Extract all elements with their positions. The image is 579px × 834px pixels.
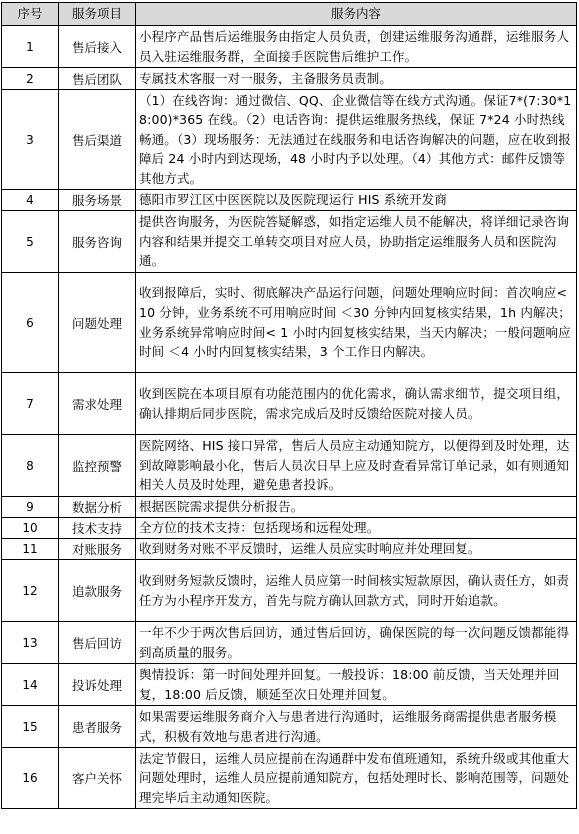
service-item: 数据分析 bbox=[59, 497, 136, 518]
table-row bbox=[2, 90, 577, 190]
service-item: 售后接入 bbox=[59, 26, 136, 68]
row-number: 13 bbox=[2, 622, 59, 664]
table-row bbox=[2, 373, 577, 435]
table-row bbox=[2, 706, 577, 748]
row-number: 5 bbox=[2, 211, 59, 273]
service-content: 小程序产品售后运维服务由指定人员负责，创建运维服务沟通群，运维服务人员入驻运维服务群，全面接手医院售后维护工作。 bbox=[136, 26, 577, 68]
service-content: 医院网络、HIS 接口异常，售后人员应主动通知院方，以便得到及时处理，达到故障影响最小化，售后人员次日早上应及时查看异常订单记录，如有则通知相关人员及时处理，避免患者投诉。 bbox=[136, 435, 577, 497]
service-content: 收到医院在本项目原有功能范围内的优化需求，确认需求细节，提交项目组，确认排期后同步医院，需求完成后及时反馈给医院对接人员。 bbox=[136, 373, 577, 435]
table-header-row bbox=[2, 3, 577, 26]
service-item: 售后团队 bbox=[59, 68, 136, 90]
service-content: 收到报障后，实时、彻底解决产品运行问题，问题处理响应时间：首次响应< 10 分钟，业务系统不可用响应时间 ＜30 分钟内回复核实结果，1h 内解决；业务系统异常响应时间< 1 小时内回复核实结果，当天内解决；一般问题响应时间 ＜4 小时内回复核实结果，3 个工作日内解决。 bbox=[136, 273, 577, 373]
row-number: 4 bbox=[2, 190, 59, 211]
service-content: 专属技术客服一对一服务，主备服务员责制。 bbox=[136, 68, 577, 90]
service-item: 患者服务 bbox=[59, 706, 136, 748]
row-number: 12 bbox=[2, 560, 59, 622]
row-number: 10 bbox=[2, 518, 59, 539]
service-item: 技术支持 bbox=[59, 518, 136, 539]
row-number: 7 bbox=[2, 373, 59, 435]
row-number: 11 bbox=[2, 539, 59, 560]
table-row bbox=[2, 435, 577, 497]
table-row bbox=[2, 560, 577, 622]
service-item: 需求处理 bbox=[59, 373, 136, 435]
table-row bbox=[2, 211, 577, 273]
row-number: 8 bbox=[2, 435, 59, 497]
service-item: 服务咨询 bbox=[59, 211, 136, 273]
row-number: 1 bbox=[2, 26, 59, 68]
service-item: 对账服务 bbox=[59, 539, 136, 560]
service-content: 根据医院需求提供分析报告。 bbox=[136, 497, 577, 518]
service-item: 售后回访 bbox=[59, 622, 136, 664]
header-content: 服务内容 bbox=[136, 3, 577, 26]
row-number: 14 bbox=[2, 664, 59, 706]
table-row bbox=[2, 539, 577, 560]
table-row bbox=[2, 622, 577, 664]
service-content: 法定节假日，运维人员应提前在沟通群中发布值班通知，系统升级或其他重大问题处理时，运维人员应提前通知院方，包括处理时长、影响范围等，问题处理完毕后主动通知医院。 bbox=[136, 748, 577, 809]
service-content: 提供咨询服务，为医院答疑解惑，如指定运维人员不能解决，将详细记录咨询内容和结果并提交工单转交项目对应人员，协助指定运维服务人员和医院沟通。 bbox=[136, 211, 577, 273]
table-row bbox=[2, 497, 577, 518]
row-number: 2 bbox=[2, 68, 59, 90]
service-content: 收到财务短款反馈时，运维人员应第一时间核实短款原因，确认责任方，如责任方为小程序开发方，首先与院方确认回款方式，同时开始追款。 bbox=[136, 560, 577, 622]
service-content: 收到财务对账不平反馈时，运维人员应实时响应并处理回复。 bbox=[136, 539, 577, 560]
service-content: 一年不少于两次售后回访，通过售后回访，确保医院的每一次问题反馈都能得到高质量的服务。 bbox=[136, 622, 577, 664]
service-content: （1）在线咨询：通过微信、QQ、企业微信等在线方式沟通。保证7*(7:30*18:00)*365 在线。（2）电话咨询：提供运维服务热线，保证 7*24 小时热线畅通。（3）现场服务：无法通过在线服务和电话咨询解决的问题，应在收到报障后 24 小时内到达现场，48 小时内予以处理。（4）其他方式：邮件反馈等其他方式。 bbox=[136, 90, 577, 190]
row-number: 3 bbox=[2, 90, 59, 190]
service-content: 如果需要运维服务商介入与患者进行沟通时，运维服务商需提供患者服务模式，积极有效地与患者进行沟通。 bbox=[136, 706, 577, 748]
row-number: 9 bbox=[2, 497, 59, 518]
table-row bbox=[2, 190, 577, 211]
row-number: 16 bbox=[2, 748, 59, 809]
row-number: 6 bbox=[2, 273, 59, 373]
header-no: 序号 bbox=[2, 3, 59, 26]
header-item: 服务项目 bbox=[59, 3, 136, 26]
service-content: 舆情投诉：第一时间处理并回复。一般投诉：18:00 前反馈，当天处理并回复，18:00 后反馈，顺延至次日处理并回复。 bbox=[136, 664, 577, 706]
service-table bbox=[1, 2, 577, 809]
service-content: 德阳市罗江区中医医院以及医院现运行 HIS 系统开发商 bbox=[136, 190, 577, 211]
service-item: 服务场景 bbox=[59, 190, 136, 211]
service-item: 投诉处理 bbox=[59, 664, 136, 706]
service-content: 全方位的技术支持：包括现场和远程处理。 bbox=[136, 518, 577, 539]
service-item: 问题处理 bbox=[59, 273, 136, 373]
table-row bbox=[2, 273, 577, 373]
table-row bbox=[2, 748, 577, 809]
table-row bbox=[2, 68, 577, 90]
table-row bbox=[2, 26, 577, 68]
service-item: 监控预警 bbox=[59, 435, 136, 497]
row-number: 15 bbox=[2, 706, 59, 748]
service-item: 追款服务 bbox=[59, 560, 136, 622]
service-item: 客户关怀 bbox=[59, 748, 136, 809]
service-item: 售后渠道 bbox=[59, 90, 136, 190]
table-row bbox=[2, 518, 577, 539]
table-row bbox=[2, 664, 577, 706]
